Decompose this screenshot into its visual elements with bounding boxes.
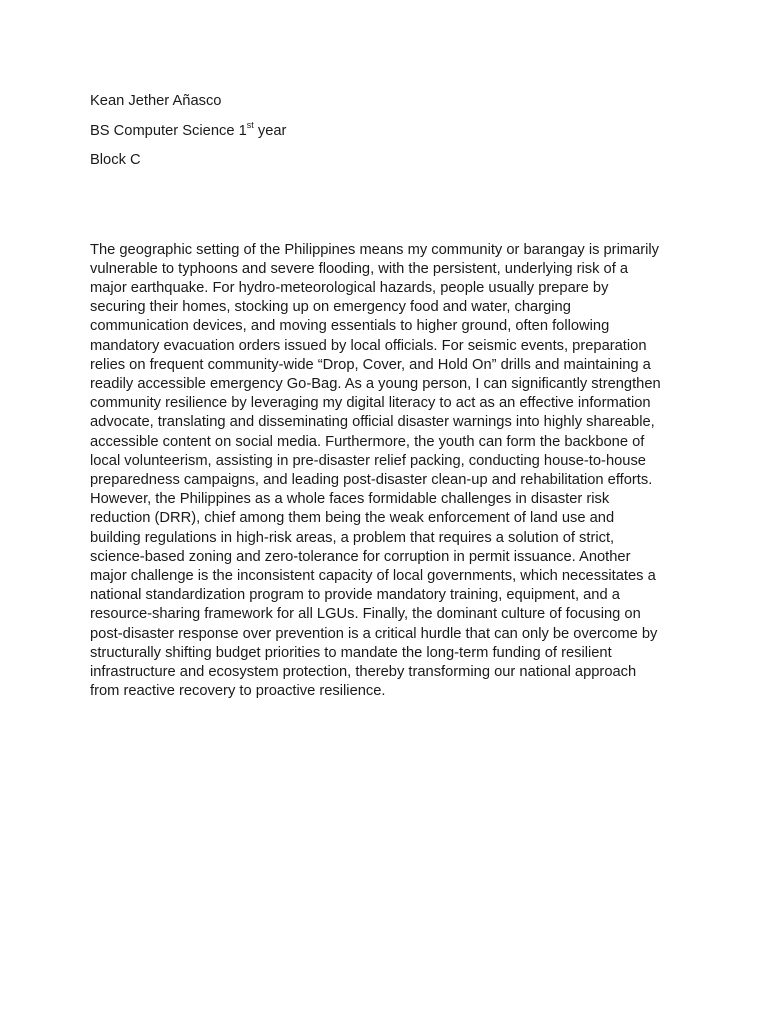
program-year-label: year <box>253 122 287 139</box>
author-name: Kean Jether Añasco <box>90 93 222 109</box>
document-header <box>90 93 680 182</box>
program-year <box>90 119 680 140</box>
essay-paragraph: The geographic setting of the Philippines means my community or barangay is primarily vulnerable to typhoons and severe flooding, with the persistent, underlying risk of a major earthquake. For hydro-meteorological hazards, people usually prepare by securing their homes, stocking up on emergency food and water, charging communication devices, and moving essentials to higher ground, often following mandatory evacuation orders issued by local officials. For seismic events, preparation relies on frequent community-wide “Drop, Cover, and Hold On” drills and maintaining a readily accessible emergency Go-Bag. As a young person, I can significantly strengthen community resilience by leveraging my digital literacy to act as an effective information advocate, translating and disseminating official disaster warnings into highly shareable, accessible content on social media. Furthermore, the youth can form the backbone of local volunteerism, assisting in pre-disaster relief packing, conducting house-to-house preparedness campaigns, and leading post-disaster clean-up and rehabilitation efforts. However, the Philippines as a whole faces formidable challenges in disaster risk reduction (DRR), chief among them being the weak enforcement of land use and building regulations in high-risk areas, a problem that requires a solution of strict, science-based zoning and zero-tolerance for corruption in permit issuance. Another major challenge is the inconsistent capacity of local governments, which necessitates a national standardization program to provide mandatory training, equipment, and a resource-sharing framework for all LGUs. Finally, the dominant culture of focusing on post-disaster response over prevention is a critical hurdle that can only be overcome by structurally shifting budget priorities to mandate the long-term funding of resilient infrastructure and ecosystem protection, thereby transforming our national approach from reactive recovery to proactive resilience. <box>90 241 661 700</box>
ordinal-suffix: st <box>246 119 254 130</box>
block-label: Block C <box>90 152 141 168</box>
program-name: BS Computer Science 1 <box>90 122 247 139</box>
